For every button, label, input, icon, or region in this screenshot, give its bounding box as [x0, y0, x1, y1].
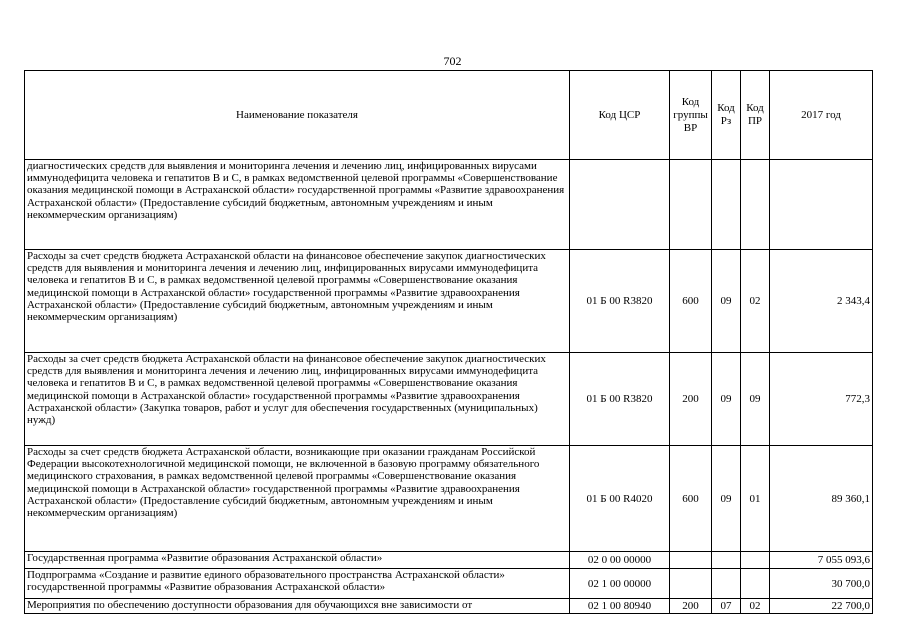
row-csr: 01 Б 00 R4020	[570, 446, 670, 552]
row-name: Расходы за счет средств бюджета Астраханской области на финансовое обеспечение закупок диагностических средств для выявления и мониторинга лечения и лечению лиц, инфицированных вирусами иммунодефицита человека и гепатитов В и С, в рамках ведомственной целевой программы «Совершенствование оказания медицинской помощи в Астраханской области» государственной программы «Развитие здравоохранения Астраханской области» (Предоставление субсидий бюджетным, автономным учреждениям и иным некоммерческим организациям)	[25, 250, 570, 353]
table-row	[25, 552, 873, 569]
row-pr	[741, 160, 770, 250]
budget-table	[24, 70, 873, 614]
row-name: Расходы за счет средств бюджета Астраханской области на финансовое обеспечение закупок диагностических средств для выявления и мониторинга лечения и лечению лиц, инфицированных вирусами иммунодефицита человека и гепатитов В и С, в рамках ведомственной целевой программы «Совершенствование оказания медицинской помощи в Астраханской области» государственной программы «Развитие здравоохранения Астраханской области» (Закупка товаров, работ и услуг для обеспечения государственных (муниципальных) нужд)	[25, 353, 570, 446]
row-pr	[741, 569, 770, 599]
row-rz	[712, 552, 741, 569]
row-amount	[770, 160, 873, 250]
row-rz: 09	[712, 250, 741, 353]
page-number: 702	[443, 54, 462, 68]
header-csr-code: Код ЦСР	[570, 71, 670, 160]
row-rz: 09	[712, 353, 741, 446]
row-amount: 30 700,0	[770, 569, 873, 599]
row-rz	[712, 569, 741, 599]
row-csr: 01 Б 00 R3820	[570, 353, 670, 446]
row-vr	[670, 552, 712, 569]
table-row	[25, 250, 873, 353]
table-header-row	[25, 71, 873, 160]
row-csr	[570, 160, 670, 250]
row-pr: 02	[741, 599, 770, 614]
row-name: Мероприятия по обеспечению доступности образования для обучающихся вне зависимости от	[25, 599, 570, 614]
table-row	[25, 353, 873, 446]
header-rz-code: Код Рз	[712, 71, 741, 160]
row-amount: 7 055 093,6	[770, 552, 873, 569]
row-vr	[670, 160, 712, 250]
row-amount: 22 700,0	[770, 599, 873, 614]
row-name: диагностических средств для выявления и мониторинга лечения и лечению лиц, инфицированных вирусами иммунодефицита человека и гепатитов В и С, в рамках ведомственной целевой программы «Совершенствование оказания медицинской помощи в Астраханской области» государственной программы «Развитие здравоохранения Астраханской области» (Предоставление субсидий бюджетным, автономным учреждениям и иным некоммерческим организациям)	[25, 160, 570, 250]
row-amount: 2 343,4	[770, 250, 873, 353]
row-rz	[712, 160, 741, 250]
row-vr	[670, 569, 712, 599]
table-row	[25, 599, 873, 614]
row-pr	[741, 552, 770, 569]
header-pr-code: Код ПР	[741, 71, 770, 160]
table-row	[25, 160, 873, 250]
row-rz: 07	[712, 599, 741, 614]
row-name: Подпрограмма «Создание и развитие единого образовательного пространства Астраханской области» государственной программы «Развитие образования Астраханской области»	[25, 569, 570, 599]
row-csr: 02 1 00 00000	[570, 569, 670, 599]
header-year: 2017 год	[770, 71, 873, 160]
row-vr: 200	[670, 599, 712, 614]
row-vr: 200	[670, 353, 712, 446]
row-vr: 600	[670, 250, 712, 353]
row-csr: 01 Б 00 R3820	[570, 250, 670, 353]
row-csr: 02 0 00 00000	[570, 552, 670, 569]
row-csr: 02 1 00 80940	[570, 599, 670, 614]
table-row	[25, 446, 873, 552]
row-amount: 89 360,1	[770, 446, 873, 552]
row-name: Расходы за счет средств бюджета Астраханской области, возникающие при оказании гражданам Российской Федерации высокотехнологичной медицинской помощи, не включенной в базовую программу обязательного медицинского страхования, в рамках ведомственной целевой программы «Совершенствование оказания медицинской помощи в Астраханской области» государственной программы «Развитие здравоохранения Астраханской области» (Предоставление субсидий бюджетным, автономным учреждениям и иным некоммерческим организациям)	[25, 446, 570, 552]
row-rz: 09	[712, 446, 741, 552]
row-vr: 600	[670, 446, 712, 552]
header-vr-code: Код группы ВР	[670, 71, 712, 160]
row-amount: 772,3	[770, 353, 873, 446]
row-name: Государственная программа «Развитие образования Астраханской области»	[25, 552, 570, 569]
table-row	[25, 569, 873, 599]
header-indicator-name: Наименование показателя	[25, 71, 570, 160]
row-pr: 09	[741, 353, 770, 446]
row-pr: 02	[741, 250, 770, 353]
row-pr: 01	[741, 446, 770, 552]
